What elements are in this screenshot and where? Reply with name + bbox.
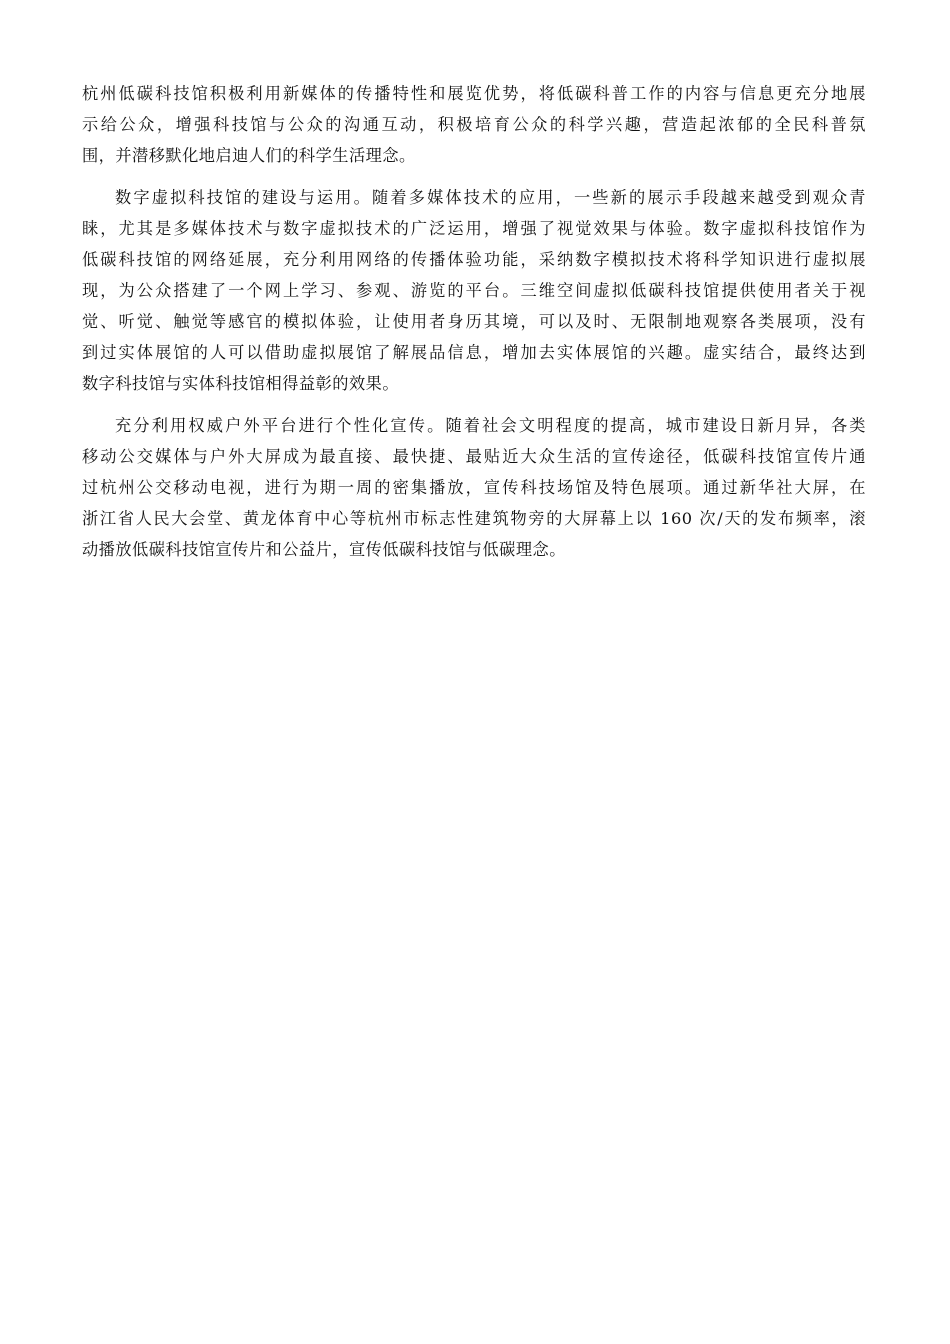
text-line: 移动公交媒体与户外大屏成为最直接、最快捷、最贴近大众生活的宣传途径，低碳科技馆宣传片通 [82,447,866,466]
text-line: 数字科技馆与实体科技馆相得益彰的效果。 [82,374,400,393]
text-line: 示给公众，增强科技馆与公众的沟通互动，积极培育公众的科学兴趣，营造起浓郁的全民科普氛 [82,115,866,134]
text-line: 到过实体展馆的人可以借助虚拟展馆了解展品信息，增加去实体展馆的兴趣。虚实结合，最终达到 [82,343,866,362]
document-body [82,78,866,576]
text-line: 觉、听觉、触觉等感官的模拟体验，让使用者身历其境，可以及时、无限制地观察各类展项，没有 [82,312,866,331]
paragraph-virtual-museum [82,182,866,399]
text-line: 低碳科技馆的网络延展，充分利用网络的传播体验功能，采纳数字模拟技术将科学知识进行虚拟展 [82,250,866,269]
text-line: 围，并潜移默化地启迪人们的科学生活理念。 [82,146,416,165]
text-line: 睐，尤其是多媒体技术与数字虚拟技术的广泛运用，增强了视觉效果与体验。数字虚拟科技馆作为 [82,219,866,238]
text-line: 过杭州公交移动电视，进行为期一周的密集播放，宣传科技场馆及特色展项。通过新华社大屏，在 [82,478,866,497]
paragraph-new-media [82,78,866,171]
text-line: 浙江省人民大会堂、黄龙体育中心等杭州市标志性建筑物旁的大屏幕上以 160 次/天的发布频率，滚 [82,509,866,528]
text-line: 动播放低碳科技馆宣传片和公益片，宣传低碳科技馆与低碳理念。 [82,540,566,559]
paragraph-outdoor-promotion [82,410,866,565]
text-line: 杭州低碳科技馆积极利用新媒体的传播特性和展览优势，将低碳科普工作的内容与信息更充分地展 [82,84,866,103]
text-line: 现，为公众搭建了一个网上学习、参观、游览的平台。三维空间虚拟低碳科技馆提供使用者关于视 [82,281,866,300]
text-line: 充分利用权威户外平台进行个性化宣传。随着社会文明程度的提高，城市建设日新月异，各类 [115,416,866,435]
text-line: 数字虚拟科技馆的建设与运用。随着多媒体技术的应用，一些新的展示手段越来越受到观众青 [115,188,866,207]
